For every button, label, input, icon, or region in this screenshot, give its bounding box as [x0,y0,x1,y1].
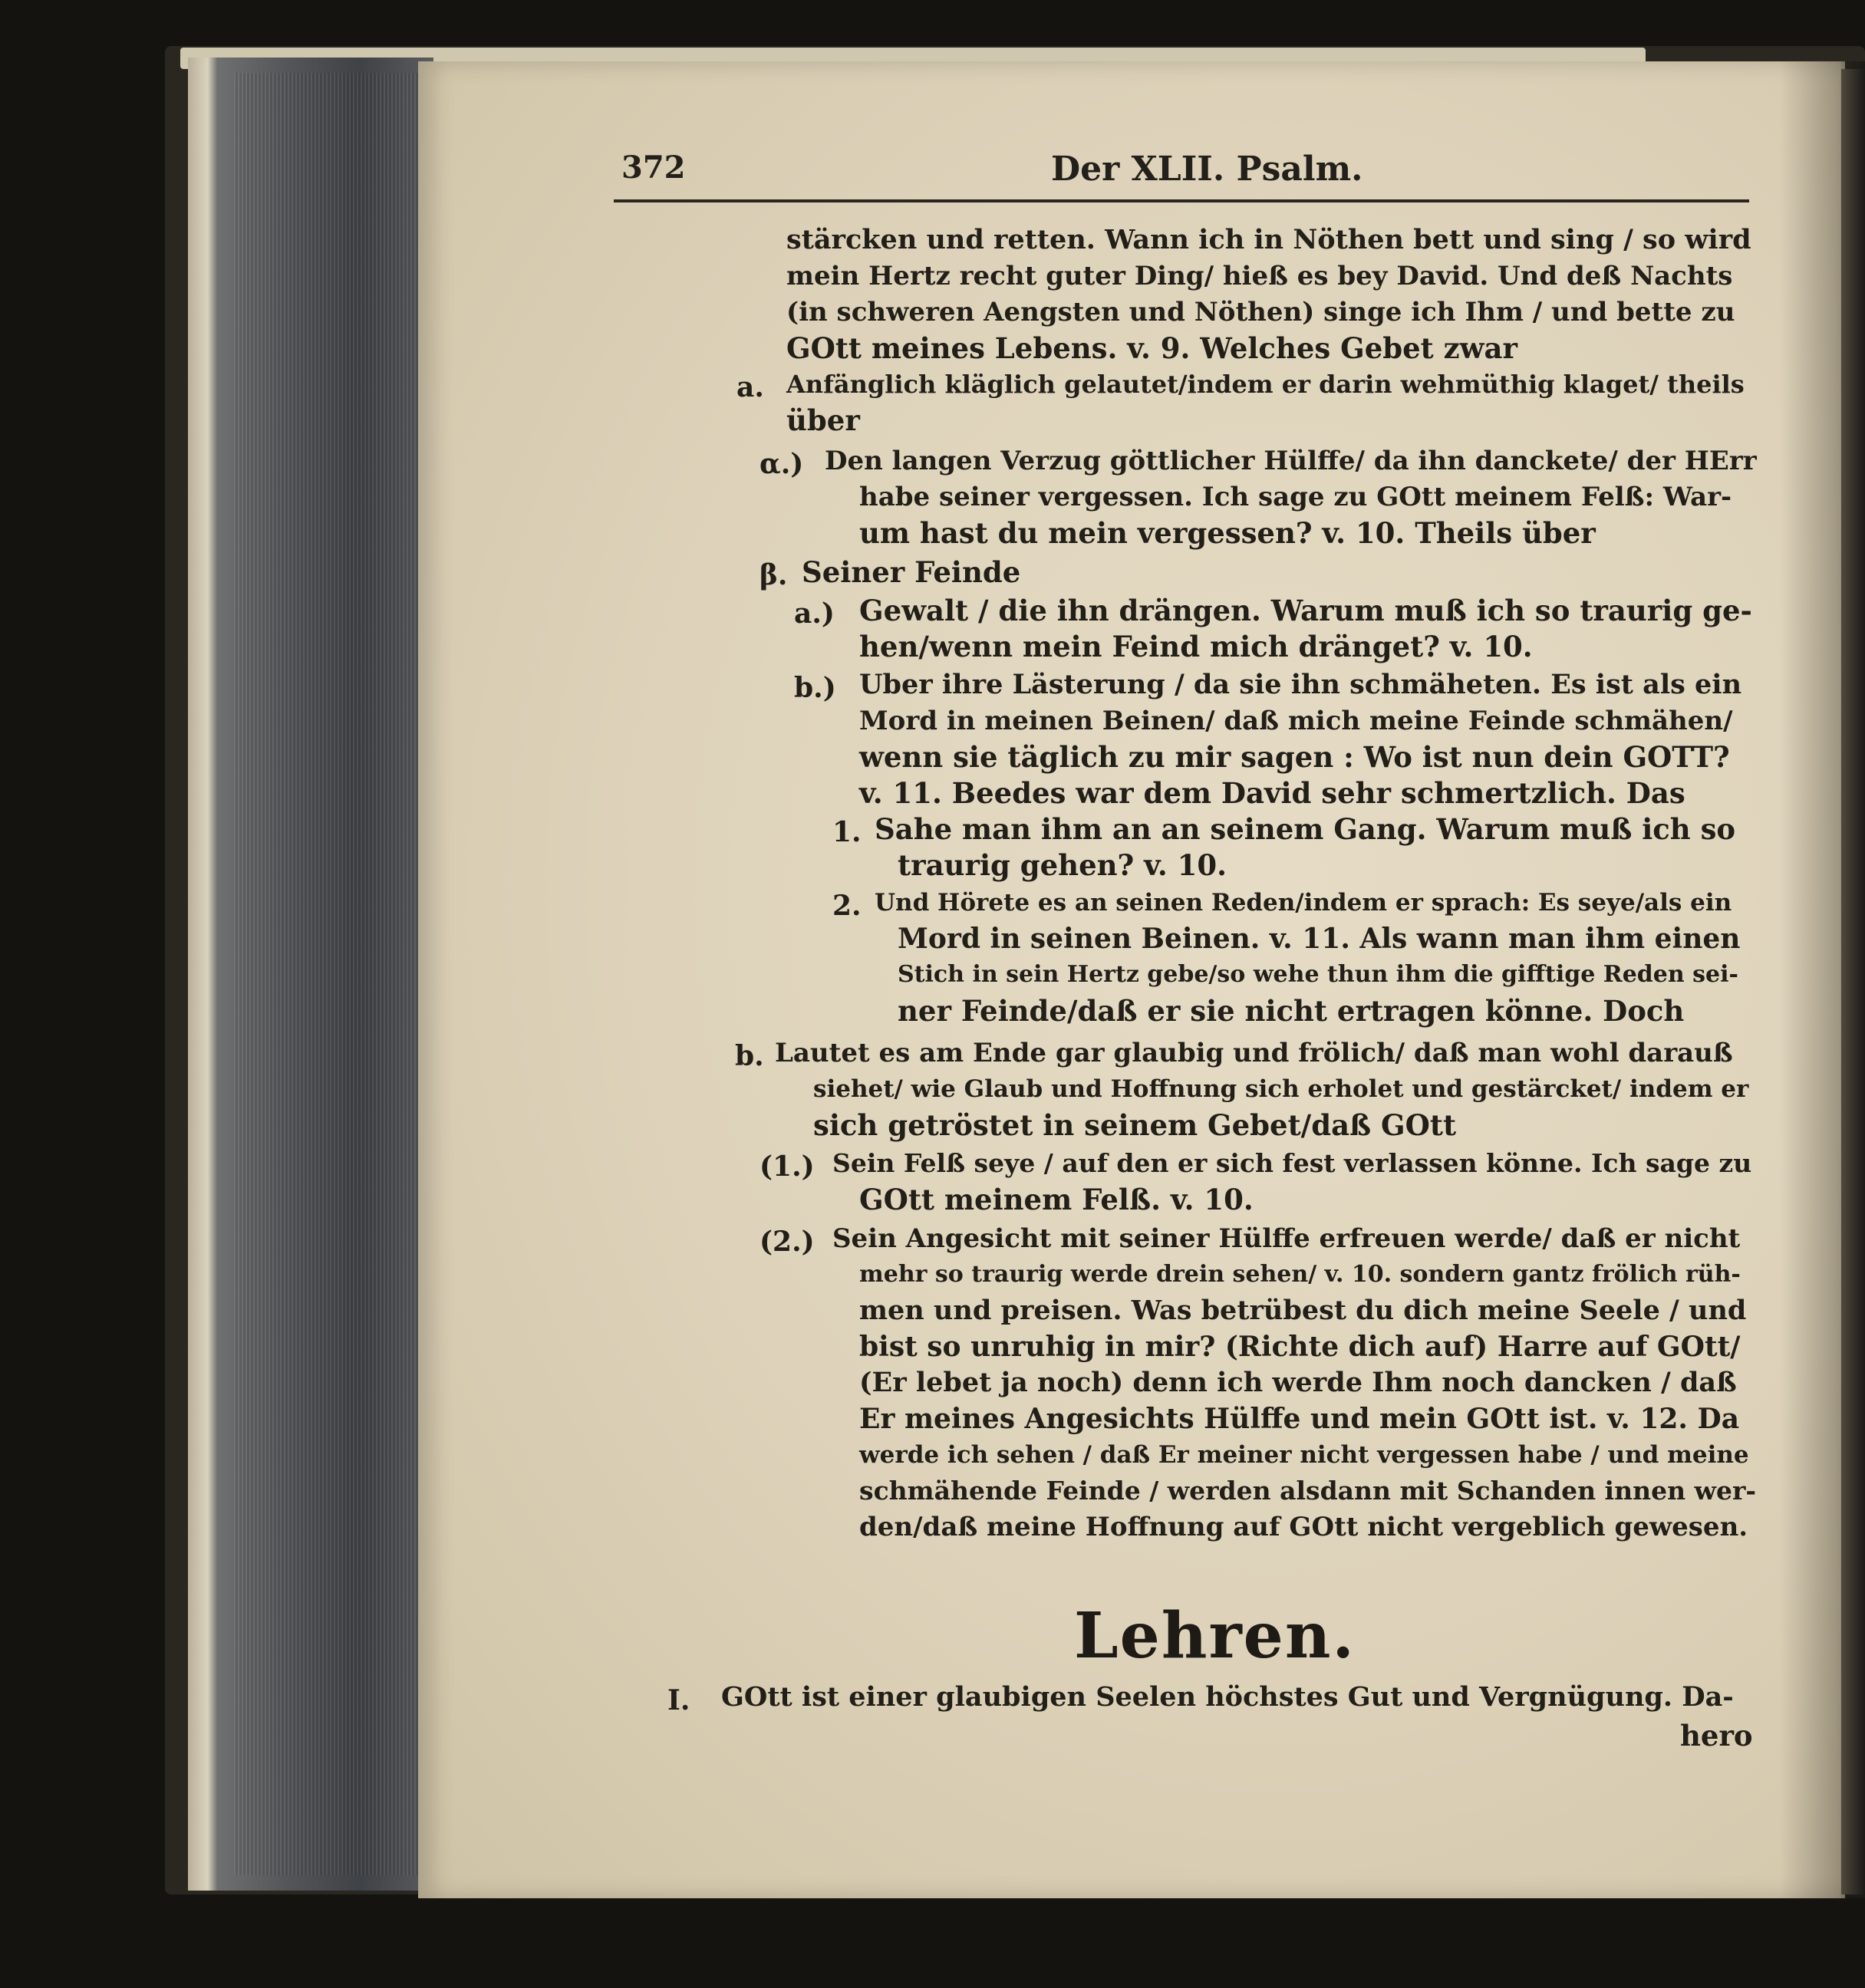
list-marker: α.) [760,448,804,480]
text-line: mein Hertz recht guter Ding/ hieß es bey David. Und deß Nachts [786,261,1733,291]
text-line: (Er lebet ja noch) denn ich werde Ihm noch dancken / daß [859,1367,1737,1398]
text-line: men und preisen. Was betrübest du dich meine Seele / und [859,1295,1747,1326]
text-line: Sein Felß seye / auf den er sich fest verlassen könne. Ich sage zu [832,1148,1752,1178]
text-line: stärcken und retten. Wann ich in Nöthen bett und sing / so wird [786,224,1751,255]
text-line: Sahe man ihm an an seinem Gang. Warum muß ich so [875,812,1736,846]
text-line: hen/wenn mein Feind mich dränget? v. 10. [859,630,1533,663]
text-line: siehet/ wie Glaub und Hoffnung sich erholet und gestärcket/ indem er [813,1075,1749,1103]
text-line: GOtt meinem Felß. v. 10. [859,1183,1254,1216]
text-line: Lautet es am Ende gar glaubig und frölich/ daß man wohl darauß [775,1038,1733,1068]
text-line: Mord in meinen Beinen/ daß mich meine Feinde schmähen/ [859,706,1733,736]
text-line: sich getröstet in seinem Gebet/daß GOtt [813,1108,1457,1142]
text-line: v. 11. Beedes war dem David sehr schmertzlich. Das [859,776,1685,810]
text-line: hero [1680,1719,1753,1753]
text-line: Uber ihre Lästerung / da sie ihn schmäheten. Es ist als ein [859,669,1742,700]
text-line: Und Hörete es an seinen Reden/indem er sprach: Es seye/als ein [875,889,1732,917]
list-marker: 2. [832,890,862,922]
list-marker: (2.) [760,1226,815,1258]
text-line: Stich in sein Hertz gebe/so wehe thun ihm die gifftige Reden sei- [898,961,1738,988]
list-marker: a. [736,371,764,403]
text-line: bist so unruhig in mir? (Richte dich auf) Harre auf GOtt/ [859,1331,1741,1363]
list-marker: β. [760,559,788,591]
running-title: Der XLII. Psalm. [1051,150,1363,189]
text-line: ner Feinde/daß er sie nicht ertragen könne. Doch [898,994,1685,1028]
text-line: habe seiner vergessen. Ich sage zu GOtt meinem Felß: War- [859,482,1732,512]
list-marker: (1.) [760,1150,815,1183]
text-line: schmähende Feinde / werden alsdann mit Schanden innen wer- [859,1476,1757,1506]
text-line: GOtt meines Lebens. v. 9. Welches Gebet zwar [786,331,1517,365]
text-line: werde ich sehen / daß Er meiner nicht vergessen habe / und meine [859,1441,1749,1469]
text-line: Anfänglich kläglich gelautet/indem er darin wehmüthig klaget/ theils [786,370,1745,399]
section-heading: Lehren. [1074,1599,1356,1673]
text-line: Gewalt / die ihn drängen. Warum muß ich so traurig ge- [859,594,1752,627]
text-line: GOtt ist einer glaubigen Seelen höchstes Gut und Vergnügung. Da- [721,1681,1734,1713]
page-number: 372 [621,150,686,186]
text-line: den/daß meine Hoffnung auf GOtt nicht vergeblich gewesen. [859,1512,1748,1542]
text-line: über [786,403,860,437]
text-line: mehr so traurig werde drein sehen/ v. 10. sondern gantz frölich rüh- [859,1261,1741,1288]
text-line: Seiner Feinde [802,555,1021,589]
list-marker: I. [667,1684,690,1716]
text-line: traurig gehen? v. 10. [898,848,1227,882]
text-line: Sein Angesicht mit seiner Hülffe erfreuen werde/ daß er nicht [832,1223,1741,1254]
text-line: Den langen Verzug göttlicher Hülffe/ da ihn danckete/ der HErr [825,446,1757,476]
list-marker: b.) [794,672,836,704]
text-line: Mord in seinen Beinen. v. 11. Als wann man ihm einen [898,923,1741,955]
text-line: Er meines Angesichts Hülffe und mein GOtt ist. v. 12. Da [859,1403,1740,1435]
list-marker: a.) [794,597,835,630]
list-marker: 1. [832,816,862,848]
list-marker: b. [735,1040,764,1072]
text-line: (in schweren Aengsten und Nöthen) singe ich Ihm / und bette zu [786,297,1735,327]
text-line: um hast du mein vergessen? v. 10. Theils über [859,516,1596,550]
text-line: wenn sie täglich zu mir sagen : Wo ist nun dein GOTT? [859,740,1730,774]
